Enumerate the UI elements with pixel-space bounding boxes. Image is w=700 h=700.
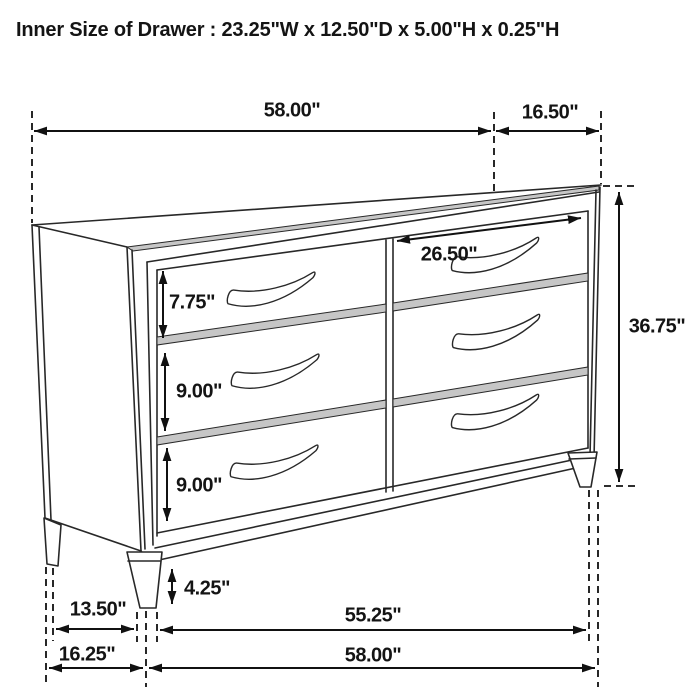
dim-label-leg-height: 4.25": [184, 577, 230, 600]
page-title: Inner Size of Drawer : 23.25"W x 12.50"D x 5.00"H x 0.25"H: [16, 19, 560, 41]
drawer-grid: [157, 239, 588, 492]
dim-label-base-inner-width: 55.25": [344, 604, 402, 627]
dresser-drawing: [32, 185, 601, 608]
legs: [44, 452, 597, 608]
dim-label-top-width: 58.00": [263, 99, 321, 122]
dim-label-middle-drawer: 9.00": [176, 380, 222, 403]
dim-label-base-depth: 16.25": [58, 643, 116, 666]
left-side-panel: [32, 225, 157, 551]
base-rail: [141, 448, 594, 562]
drawer-handle: [450, 314, 543, 352]
drawer-handle: [229, 354, 322, 391]
drawer-handles: [225, 237, 543, 481]
dim-label-leg-span: 13.50": [69, 598, 127, 621]
dim-label-drawer-width: 26.50": [420, 243, 478, 266]
dim-line-drawer-width: [397, 218, 581, 241]
dim-label-base-total-width: 58.00": [344, 644, 402, 667]
right-edge: [588, 187, 600, 459]
drawer-handle: [225, 272, 318, 309]
dim-label-bottom-drawer: 9.00": [176, 474, 222, 497]
dim-label-top-drawer: 7.75": [169, 291, 215, 314]
drawer-handle: [449, 394, 542, 432]
back-left-leg: [44, 518, 61, 566]
dim-label-top-depth: 16.50": [521, 101, 579, 124]
dim-label-overall-height: 36.75": [628, 315, 686, 338]
drawer-handle: [228, 445, 321, 482]
